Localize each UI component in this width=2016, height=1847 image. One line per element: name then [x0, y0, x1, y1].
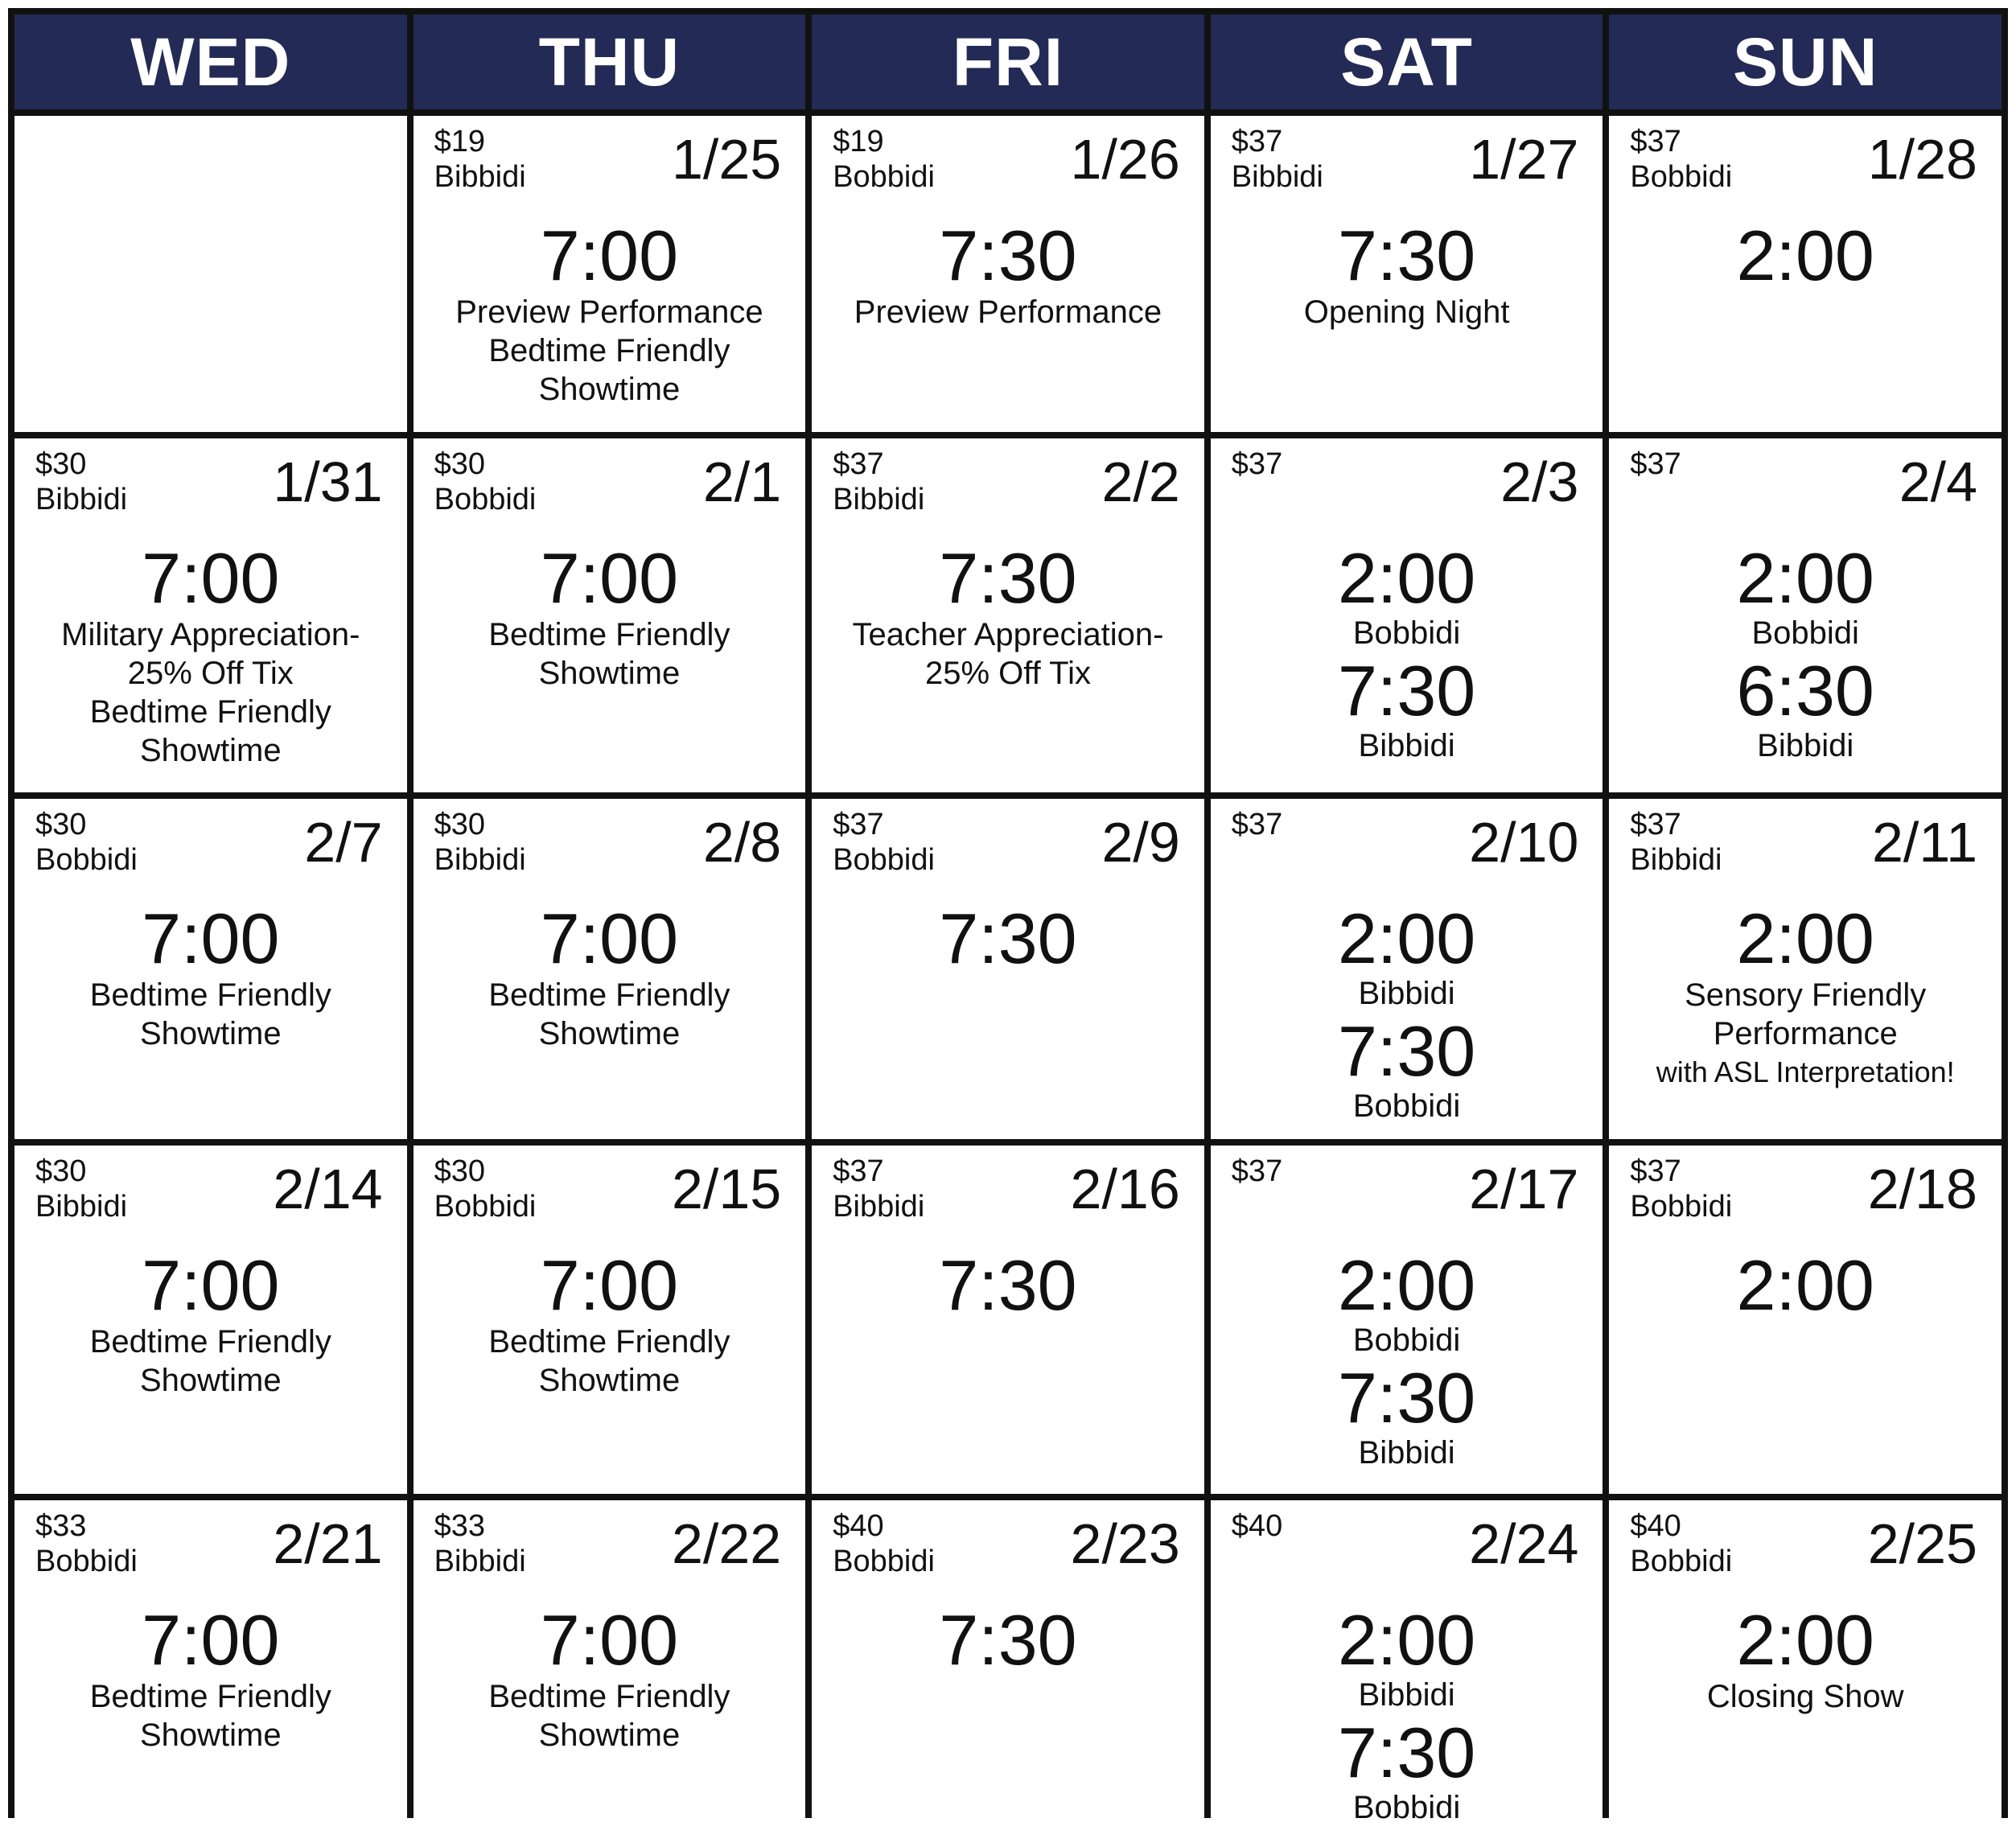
showtime — [540, 899, 679, 978]
cast-label: Bibbidi — [833, 1190, 925, 1224]
day-cell — [413, 1500, 806, 1847]
cast-label: Bobbidi — [434, 483, 537, 516]
performance-note: Bedtime Friendly — [488, 977, 730, 1013]
cast-label: Bibbidi — [35, 1190, 128, 1224]
showtime — [1736, 538, 1874, 654]
performance-note: Bedtime Friendly — [488, 1679, 730, 1714]
date-label: 1/27 — [1469, 128, 1579, 191]
price-block — [1630, 446, 1681, 482]
show-time: 7:00 — [540, 216, 679, 295]
ticket-price: $19 — [833, 125, 884, 158]
performance-note: Bedtime Friendly — [488, 617, 730, 652]
showtime — [1736, 216, 1874, 295]
show-time: 7:00 — [142, 538, 280, 618]
showtime — [142, 899, 280, 978]
ticket-price: $30 — [35, 447, 87, 481]
showtimes — [812, 899, 1204, 978]
performance-note: 25% Off Tix — [924, 656, 1091, 691]
ticket-price: $40 — [1231, 1509, 1283, 1543]
showtime — [1337, 1011, 1476, 1127]
cast-label: Bobbidi — [833, 1545, 935, 1578]
showtime — [939, 538, 1077, 618]
show-time: 7:30 — [939, 1600, 1077, 1680]
cast-label: Bobbidi — [1630, 1545, 1733, 1578]
date-label: 2/10 — [1469, 811, 1579, 874]
price-block — [1630, 124, 1732, 195]
date-label: 1/31 — [273, 450, 383, 513]
show-time: 7:00 — [540, 538, 679, 618]
show-cast: Bibbidi — [1358, 728, 1455, 763]
ticket-price: $37 — [1231, 447, 1283, 481]
showtime — [142, 1245, 280, 1325]
day-cell — [1609, 799, 2002, 1139]
performance-note: Bedtime Friendly — [89, 1679, 331, 1714]
showtimes — [1609, 899, 2002, 1092]
performance-note: Showtime — [538, 1363, 681, 1398]
showtimes — [1609, 216, 2002, 295]
ticket-price: $30 — [434, 808, 485, 841]
cast-label: Bobbidi — [1630, 160, 1733, 194]
performance-note: Showtime — [139, 1016, 282, 1051]
showtime — [540, 1600, 679, 1680]
show-time: 2:00 — [1337, 899, 1476, 978]
show-time: 7:00 — [142, 899, 280, 978]
showtime — [540, 216, 679, 295]
showtimes — [14, 1600, 407, 1754]
day-header-thu: THU — [413, 14, 806, 109]
day-cell — [1211, 116, 1603, 432]
price-block — [1630, 807, 1722, 878]
performance-note: Sensory Friendly — [1685, 977, 1927, 1013]
empty-day-cell — [14, 116, 407, 432]
show-time: 7:00 — [540, 1245, 679, 1325]
ticket-price: $37 — [1630, 1154, 1681, 1188]
date-label: 2/22 — [671, 1512, 782, 1575]
performance-note: Showtime — [139, 733, 282, 768]
showtimes — [413, 1600, 806, 1754]
day-cell — [14, 799, 407, 1139]
performance-note: Preview Performance — [854, 294, 1162, 330]
showtime — [142, 1600, 280, 1680]
day-header-wed: WED — [14, 14, 407, 109]
showtimes — [812, 216, 1204, 331]
showtime — [540, 538, 679, 618]
cast-label: Bibbidi — [1231, 160, 1323, 194]
showtimes — [1211, 538, 1603, 767]
day-header-sat: SAT — [1211, 14, 1603, 109]
showtimes — [812, 538, 1204, 693]
show-cast: Bobbidi — [1352, 1323, 1461, 1358]
show-time: 2:00 — [1337, 1600, 1476, 1680]
date-label: 2/2 — [1101, 450, 1180, 513]
performance-note: Performance — [1713, 1016, 1898, 1051]
price-block — [1232, 1508, 1282, 1544]
showtime — [1736, 651, 1874, 767]
showtime — [1337, 651, 1476, 767]
performance-note: Bedtime Friendly — [89, 977, 331, 1013]
price-block — [434, 807, 526, 878]
showtimes — [1609, 1245, 2002, 1325]
cast-label: Bibbidi — [833, 483, 925, 516]
show-cast: Bibbidi — [1757, 728, 1854, 763]
cast-label: Bibbidi — [35, 483, 128, 516]
performance-note: Bedtime Friendly — [488, 333, 730, 368]
day-cell — [812, 799, 1204, 1139]
show-time: 2:00 — [1736, 899, 1874, 978]
day-cell — [812, 1146, 1204, 1494]
day-cell — [812, 1500, 1204, 1847]
date-label: 2/4 — [1899, 450, 1977, 513]
cast-label: Bobbidi — [35, 1545, 138, 1578]
price-block — [833, 1508, 935, 1579]
price-block — [833, 1154, 924, 1224]
cast-label: Bibbidi — [434, 160, 526, 194]
showtime — [939, 899, 1077, 978]
day-cell — [812, 438, 1204, 792]
performance-note: Teacher Appreciation- — [852, 617, 1164, 652]
date-label: 2/18 — [1867, 1158, 1977, 1220]
show-time: 7:00 — [142, 1245, 280, 1325]
ticket-price: $37 — [1630, 125, 1681, 158]
price-block — [1232, 446, 1282, 482]
price-block — [35, 446, 127, 517]
date-label: 2/23 — [1070, 1512, 1180, 1575]
performance-calendar — [8, 8, 2008, 1825]
date-label: 2/15 — [671, 1158, 782, 1220]
showtimes — [14, 1245, 407, 1400]
showtimes — [1609, 1600, 2002, 1716]
ticket-price: $40 — [1630, 1509, 1681, 1543]
show-cast: Bobbidi — [1352, 1790, 1461, 1825]
day-cell — [1609, 1500, 2002, 1847]
showtimes — [413, 1245, 806, 1400]
performance-note: Preview Performance — [455, 294, 763, 330]
price-block — [35, 1508, 138, 1579]
cast-label: Bibbidi — [1630, 843, 1722, 877]
showtime — [1736, 899, 1874, 978]
showtime — [1337, 1358, 1476, 1474]
show-time: 7:30 — [939, 1245, 1077, 1325]
showtimes — [1211, 899, 1603, 1127]
date-label: 2/25 — [1867, 1512, 1977, 1575]
cast-label: Bobbidi — [833, 843, 935, 877]
price-block — [833, 124, 935, 195]
showtimes — [1211, 216, 1603, 331]
performance-note: Showtime — [139, 1717, 282, 1753]
date-label: 2/24 — [1469, 1512, 1579, 1575]
performance-note: Showtime — [538, 372, 681, 407]
cast-label: Bobbidi — [1630, 1190, 1733, 1224]
day-cell — [413, 438, 806, 792]
ticket-price: $30 — [35, 808, 87, 841]
showtimes — [14, 899, 407, 1053]
performance-note: Opening Night — [1303, 294, 1510, 330]
show-time: 7:00 — [142, 1600, 280, 1680]
ticket-price: $37 — [1630, 808, 1681, 841]
showtime — [1337, 538, 1476, 654]
show-cast: Bibbidi — [1358, 1677, 1455, 1713]
show-time: 7:30 — [1337, 1713, 1476, 1792]
cast-label: Bobbidi — [434, 1190, 537, 1224]
price-block — [434, 1508, 526, 1579]
performance-note: Military Appreciation- — [61, 617, 360, 652]
show-time: 7:00 — [540, 899, 679, 978]
ticket-price: $33 — [35, 1509, 87, 1543]
showtime — [1337, 1600, 1476, 1716]
day-cell — [1609, 116, 2002, 432]
price-block — [1630, 1154, 1732, 1224]
ticket-price: $30 — [434, 447, 485, 481]
day-cell — [1609, 1146, 2002, 1494]
show-time: 7:30 — [1337, 216, 1476, 295]
showtime — [939, 216, 1077, 295]
day-cell — [1211, 1500, 1603, 1847]
date-label: 2/16 — [1070, 1158, 1180, 1220]
showtime — [939, 1600, 1077, 1680]
show-time: 7:30 — [1337, 1358, 1476, 1438]
performance-note: Showtime — [538, 1717, 681, 1753]
day-header-fri: FRI — [812, 14, 1204, 109]
showtimes — [413, 216, 806, 409]
day-cell — [413, 116, 806, 432]
show-time: 2:00 — [1736, 216, 1874, 295]
showtime — [939, 1245, 1077, 1325]
ticket-price: $37 — [833, 808, 884, 841]
performance-note: Bedtime Friendly — [89, 1324, 331, 1360]
date-label: 1/25 — [671, 128, 782, 191]
show-time: 2:00 — [1337, 1245, 1476, 1325]
show-time: 2:00 — [1337, 538, 1476, 618]
date-label: 2/1 — [702, 450, 782, 513]
price-block — [833, 807, 935, 878]
price-block — [1232, 807, 1282, 842]
show-cast: Bibbidi — [1358, 976, 1455, 1011]
performance-note: Closing Show — [1706, 1679, 1904, 1714]
price-block — [35, 807, 138, 878]
performance-note: Showtime — [139, 1363, 282, 1398]
day-cell — [1211, 1146, 1603, 1494]
cast-label: Bibbidi — [434, 1545, 526, 1578]
price-block — [1232, 124, 1323, 195]
cast-label: Bobbidi — [35, 843, 138, 877]
day-cell — [14, 1500, 407, 1847]
day-header-sun: SUN — [1609, 14, 2002, 109]
performance-note-small: with ASL Interpretation! — [1656, 1055, 1955, 1088]
show-time: 2:00 — [1736, 538, 1874, 618]
price-block — [833, 446, 924, 517]
date-label: 2/8 — [702, 811, 782, 874]
showtimes — [812, 1600, 1204, 1680]
performance-note: 25% Off Tix — [127, 656, 294, 691]
show-time: 2:00 — [1736, 1245, 1874, 1325]
showtime — [1736, 1600, 1874, 1680]
ticket-price: $33 — [434, 1509, 485, 1543]
price-block — [1630, 1508, 1732, 1579]
showtimes — [413, 899, 806, 1053]
showtime — [540, 1245, 679, 1325]
date-label: 2/9 — [1101, 811, 1180, 874]
showtime — [1337, 899, 1476, 1014]
day-cell — [413, 1146, 806, 1494]
show-time: 7:30 — [1337, 1011, 1476, 1091]
day-cell — [14, 438, 407, 792]
price-block — [434, 1154, 537, 1224]
ticket-price: $30 — [35, 1154, 87, 1188]
day-cell — [413, 799, 806, 1139]
showtime — [142, 538, 280, 618]
date-label: 2/7 — [304, 811, 383, 874]
ticket-price: $37 — [1630, 447, 1681, 481]
show-time: 7:00 — [540, 1600, 679, 1680]
ticket-price: $37 — [833, 447, 884, 481]
show-cast: Bibbidi — [1358, 1435, 1455, 1471]
showtimes — [1211, 1600, 1603, 1828]
ticket-price: $30 — [434, 1154, 485, 1188]
price-block — [1232, 1154, 1282, 1189]
ticket-price: $19 — [434, 125, 485, 158]
cast-label: Bibbidi — [434, 843, 526, 877]
day-cell — [1211, 438, 1603, 792]
date-label: 2/11 — [1871, 811, 1977, 874]
performance-note: Showtime — [538, 1016, 681, 1051]
cast-label: Bobbidi — [833, 160, 935, 194]
show-cast: Bobbidi — [1751, 615, 1859, 651]
price-block — [434, 124, 526, 195]
performance-note: Bedtime Friendly — [89, 694, 331, 730]
date-label: 1/26 — [1070, 128, 1180, 191]
show-time: 7:30 — [1337, 651, 1476, 730]
ticket-price: $37 — [1231, 125, 1283, 158]
show-time: 7:30 — [939, 899, 1077, 978]
date-label: 2/14 — [273, 1158, 383, 1220]
date-label: 2/21 — [273, 1512, 383, 1575]
performance-note: Bedtime Friendly — [488, 1324, 730, 1360]
ticket-price: $40 — [833, 1509, 884, 1543]
showtimes — [413, 538, 806, 693]
price-block — [434, 446, 537, 517]
date-label: 2/3 — [1500, 450, 1579, 513]
show-time: 6:30 — [1736, 651, 1874, 730]
showtimes — [1609, 538, 2002, 767]
performance-note: Showtime — [538, 656, 681, 691]
showtime — [1337, 216, 1476, 295]
show-time: 7:30 — [939, 216, 1077, 295]
date-label: 1/28 — [1867, 128, 1977, 191]
ticket-price: $37 — [1231, 808, 1283, 841]
showtimes — [812, 1245, 1204, 1325]
ticket-price: $37 — [1231, 1154, 1283, 1188]
showtimes — [1211, 1245, 1603, 1474]
date-label: 2/17 — [1469, 1158, 1579, 1220]
day-cell — [14, 1146, 407, 1494]
day-cell — [1211, 799, 1603, 1139]
day-cell — [812, 116, 1204, 432]
ticket-price: $37 — [833, 1154, 884, 1188]
show-time: 7:30 — [939, 538, 1077, 618]
price-block — [35, 1154, 127, 1224]
day-cell — [1609, 438, 2002, 792]
show-cast: Bobbidi — [1352, 1088, 1461, 1124]
show-cast: Bobbidi — [1352, 615, 1461, 651]
show-time: 2:00 — [1736, 1600, 1874, 1680]
showtime — [1736, 1245, 1874, 1325]
showtimes — [14, 538, 407, 770]
showtime — [1337, 1245, 1476, 1361]
showtime — [1337, 1713, 1476, 1828]
